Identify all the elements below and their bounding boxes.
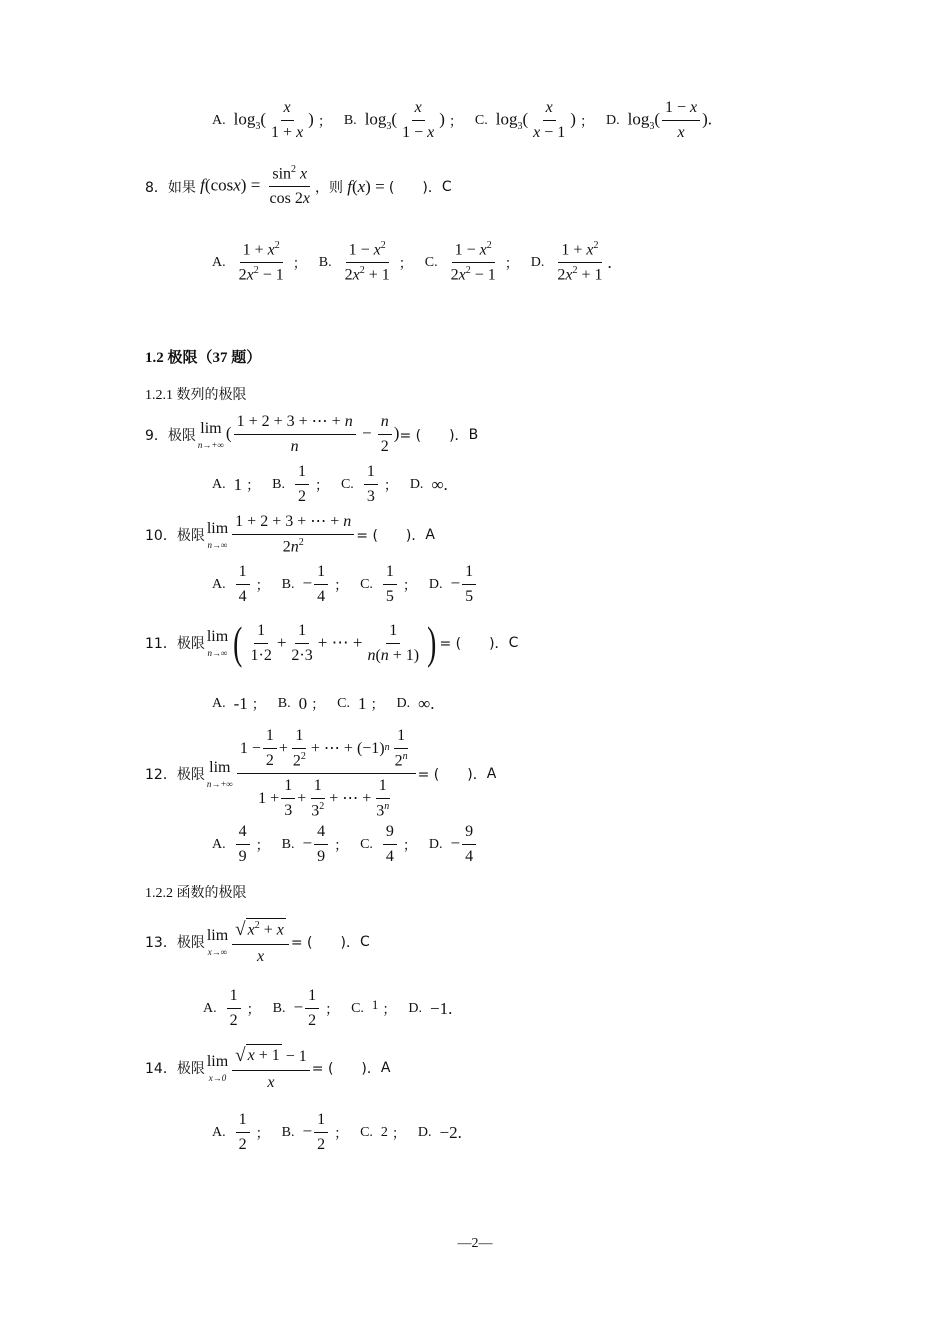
q8-option-b: $1 - x^2$ $2x^2 + 1$ xyxy=(344,240,390,284)
q8-question xyxy=(145,164,452,209)
q11-blank: = ( )． xyxy=(439,636,509,652)
q14-question xyxy=(145,1044,390,1093)
q8-lead: 如果 xyxy=(167,179,196,196)
q7-option-d: $\log_3$( $\frac{1 - x}{x}$ ). xyxy=(627,99,713,141)
page-number: —2— xyxy=(457,1236,493,1251)
q13-option-a: 1 2 xyxy=(227,986,241,1031)
q12-lim: lim n→+∞ xyxy=(206,758,233,789)
q10-question xyxy=(145,512,435,557)
q10-option-b-label: B. xyxy=(281,576,295,592)
q8-formula: f(cosx) = $\frac{\sin^2 x}{\cos 2x}$ xyxy=(200,164,310,208)
section-title: 1.2 极限（37 题） xyxy=(145,350,262,366)
q11-question xyxy=(145,617,519,668)
q12-option-c-label: C. xyxy=(360,836,373,852)
q13-option-d-label: D. xyxy=(408,1000,423,1016)
q10-lead: 极限 xyxy=(176,527,205,544)
q9-question xyxy=(145,412,478,457)
q12-number: 12． xyxy=(145,766,177,783)
subsection-sequence-limits: 1.2.1 数列的极限 xyxy=(145,388,247,403)
q9-option-c: 1 3 xyxy=(364,462,378,507)
q10-option-c-label: C. xyxy=(360,576,373,592)
q10-lim: lim n→∞ xyxy=(206,519,229,550)
q8-option-a: $1 + x^2$ $2x^2 - 1$ xyxy=(238,240,284,284)
q11-lim: lim n→∞ xyxy=(206,628,229,658)
q10-option-c: 1 5 xyxy=(383,562,397,607)
q12-expression: 1 − 1 2 + 1 $2^2$ + ⋯ + (−1) n 1 2$^n$ 1 + 1 3 + 1 $3^2$ + ⋯ + 1 3$^n$ xyxy=(237,726,416,822)
q9-option-a-label: A. xyxy=(212,476,226,492)
q11-options: A. -1 ； B. 0 ； C. 1 ； D. ∞. xyxy=(212,694,435,713)
q9-option-d: ∞. xyxy=(431,474,448,494)
q9-answer: B xyxy=(468,426,479,443)
q10-option-a-label: A. xyxy=(212,576,226,592)
q11-option-a-label: A. xyxy=(212,696,226,711)
q14-option-d: −2. xyxy=(439,1122,462,1142)
q9-option-d-label: D. xyxy=(409,476,424,492)
q10-expression: $\frac{1 + 2 + 3 + \cdots + n}{2n^2}$ xyxy=(232,512,354,557)
q14-expression: √ x + 1 − 1 x xyxy=(232,1044,310,1093)
q12-lead: 极限 xyxy=(176,766,205,783)
q9-option-b: 1 2 xyxy=(295,462,309,507)
q13-lim: lim x→∞ xyxy=(206,927,229,958)
q14-option-a-label: A. xyxy=(212,1124,226,1140)
q13-option-b: − $\frac{1}{2}$ xyxy=(293,986,321,1031)
q12-option-d: − $\frac{9}{4}$ xyxy=(451,822,479,867)
q9-option-c-label: C. xyxy=(340,476,354,492)
q14-option-b-label: B. xyxy=(281,1124,295,1140)
q14-option-b: − $\frac{1}{2}$ xyxy=(302,1110,330,1155)
q12-option-b: − $\frac{4}{9}$ xyxy=(302,822,330,867)
q13-lead: 极限 xyxy=(176,935,205,952)
q11-lead: 极限 xyxy=(176,636,205,652)
q7-option-a-label: A. xyxy=(212,112,226,128)
q12-answer: A xyxy=(486,765,497,782)
q14-lim: lim x→0 xyxy=(206,1053,229,1084)
q9-lim: lim n→+∞ xyxy=(197,419,224,450)
q12-option-b-label: B. xyxy=(281,836,295,852)
q8-number: 8． xyxy=(145,179,168,196)
q10-option-b: − $\frac{1}{4}$ xyxy=(302,562,330,607)
q9-option-b-label: B. xyxy=(272,476,285,492)
q14-option-a: 1 2 xyxy=(236,1110,250,1155)
q13-blank: = ( )． xyxy=(290,935,360,952)
q13-option-c: 1 xyxy=(371,996,379,1012)
q13-number: 13． xyxy=(145,935,177,952)
q14-number: 14． xyxy=(145,1061,177,1078)
q14-lead: 极限 xyxy=(176,1061,205,1078)
q10-number: 10． xyxy=(145,527,177,544)
q14-option-c-label: C. xyxy=(360,1124,373,1140)
q9-blank: = ( )． xyxy=(399,427,469,444)
q11-number: 11． xyxy=(145,636,177,652)
q13-option-c-label: C. xyxy=(351,1000,364,1016)
q7-option-a: $\log_3$( $\frac{x}{1 + x}$ ) xyxy=(233,99,314,141)
q11-option-c-label: C. xyxy=(337,696,350,711)
q11-option-d-label: D. xyxy=(396,696,411,711)
q13-question xyxy=(145,918,370,967)
q8-options: A. $1 + x^2$ $2x^2 - 1$ ； B. $1 - x^2$ $2x^2 + 1$ ； C. $1 - x^2$ $2x^2 - 1$ ； D. $1 + x^2$ $2x^2 + 1$ . xyxy=(212,240,612,284)
q13-option-b-label: B. xyxy=(272,1000,286,1016)
q9-expression: ( $\frac{1 + 2 + 3 + \cdots + n}{n}$ − $\frac{n}{2}$ ) xyxy=(225,413,400,455)
q14-options: A. 1 2 ； B. − $\frac{1}{2}$ ； C. 2 ； D. −2. xyxy=(212,1111,462,1153)
q7-options: A. $\log_3$( $\frac{x}{1 + x}$ ) ； B. $\log_3$( $\frac{x}{1 - x}$ ) ； C. $\log_3$( $\frac{x}{x - 1}$ ) ； D. $\log_3$( $\frac{1 - x}{x}$ ). xyxy=(212,99,713,141)
q11-option-b-label: B. xyxy=(277,696,291,711)
q13-expression: √ $x^2 + x$ x xyxy=(232,918,289,967)
q10-options: A. 1 4 ； B. − $\frac{1}{4}$ ； C. 1 5 ； D. − $\frac{1}{5}$ xyxy=(212,562,478,607)
q8-option-c-label: C. xyxy=(424,254,438,270)
q8-option-b-label: B. xyxy=(318,254,332,270)
q8-option-a-label: A. xyxy=(212,254,226,270)
q12-options: A. 4 9 ； B. − $\frac{4}{9}$ ； C. 9 4 ； D. − $\frac{9}{4}$ xyxy=(212,822,478,867)
q14-option-c: 2 xyxy=(380,1124,388,1140)
q11-expression: ( 1 1·2 + 1 2·3 + ⋯ + 1 n(n + 1) ) xyxy=(233,617,437,668)
q10-answer: A xyxy=(425,526,435,543)
q11-option-b: 0 xyxy=(298,694,308,713)
q9-option-a: 1 xyxy=(233,474,243,494)
q11-option-c: 1 xyxy=(357,694,367,713)
q8-then: ，则 xyxy=(314,179,343,196)
q7-option-d-label: D. xyxy=(605,112,620,128)
q9-options: A. 1 ； B. 1 2 ； C. 1 3 ； D. ∞. xyxy=(212,463,448,505)
q7-option-b-label: B. xyxy=(343,112,357,128)
q10-option-d-label: D. xyxy=(428,576,443,592)
q11-option-d: ∞. xyxy=(418,694,435,713)
q8-option-d: $1 + x^2$ $2x^2 + 1$ xyxy=(557,240,603,284)
q10-blank: = ( )． xyxy=(356,527,426,544)
q13-options: A. 1 2 ； B. − $\frac{1}{2}$ ； C. 1 ； D. −1. xyxy=(203,987,453,1029)
q12-option-a-label: A. xyxy=(212,836,226,852)
q12-option-a: 4 9 xyxy=(236,822,250,867)
q12-question xyxy=(145,726,496,822)
q8-option-d-label: D. xyxy=(530,254,545,270)
q11-answer: C xyxy=(508,635,519,651)
q10-option-d: − $\frac{1}{5}$ xyxy=(451,562,479,607)
q14-option-d-label: D. xyxy=(417,1124,432,1140)
q13-option-d: −1. xyxy=(430,998,453,1018)
q7-option-c-label: C. xyxy=(474,112,488,128)
q8-option-c: $1 - x^2$ $2x^2 - 1$ xyxy=(450,240,496,284)
subsection-function-limits: 1.2.2 函数的极限 xyxy=(145,886,247,901)
q13-option-a-label: A. xyxy=(203,1000,217,1016)
q7-option-c: $\log_3$( $\frac{x}{x - 1}$ ) xyxy=(495,99,576,141)
q14-answer: A xyxy=(380,1060,391,1077)
q8-blank: ( )． xyxy=(388,179,442,196)
q13-answer: C xyxy=(359,934,370,951)
q8-answer: C xyxy=(441,178,452,195)
q11-option-a: -1 xyxy=(233,694,248,713)
q9-lead: 极限 xyxy=(167,427,196,444)
q12-option-c: 9 4 xyxy=(383,822,397,867)
q9-number: 9． xyxy=(145,427,168,444)
q14-blank: = ( )． xyxy=(311,1061,381,1078)
q12-blank: = ( )． xyxy=(417,766,487,783)
q7-option-b: $\log_3$( $\frac{x}{1 - x}$ ) xyxy=(364,99,445,141)
q10-option-a: 1 4 xyxy=(236,562,250,607)
q8-fx: f(x) = xyxy=(347,176,389,196)
q12-option-d-label: D. xyxy=(428,836,443,852)
